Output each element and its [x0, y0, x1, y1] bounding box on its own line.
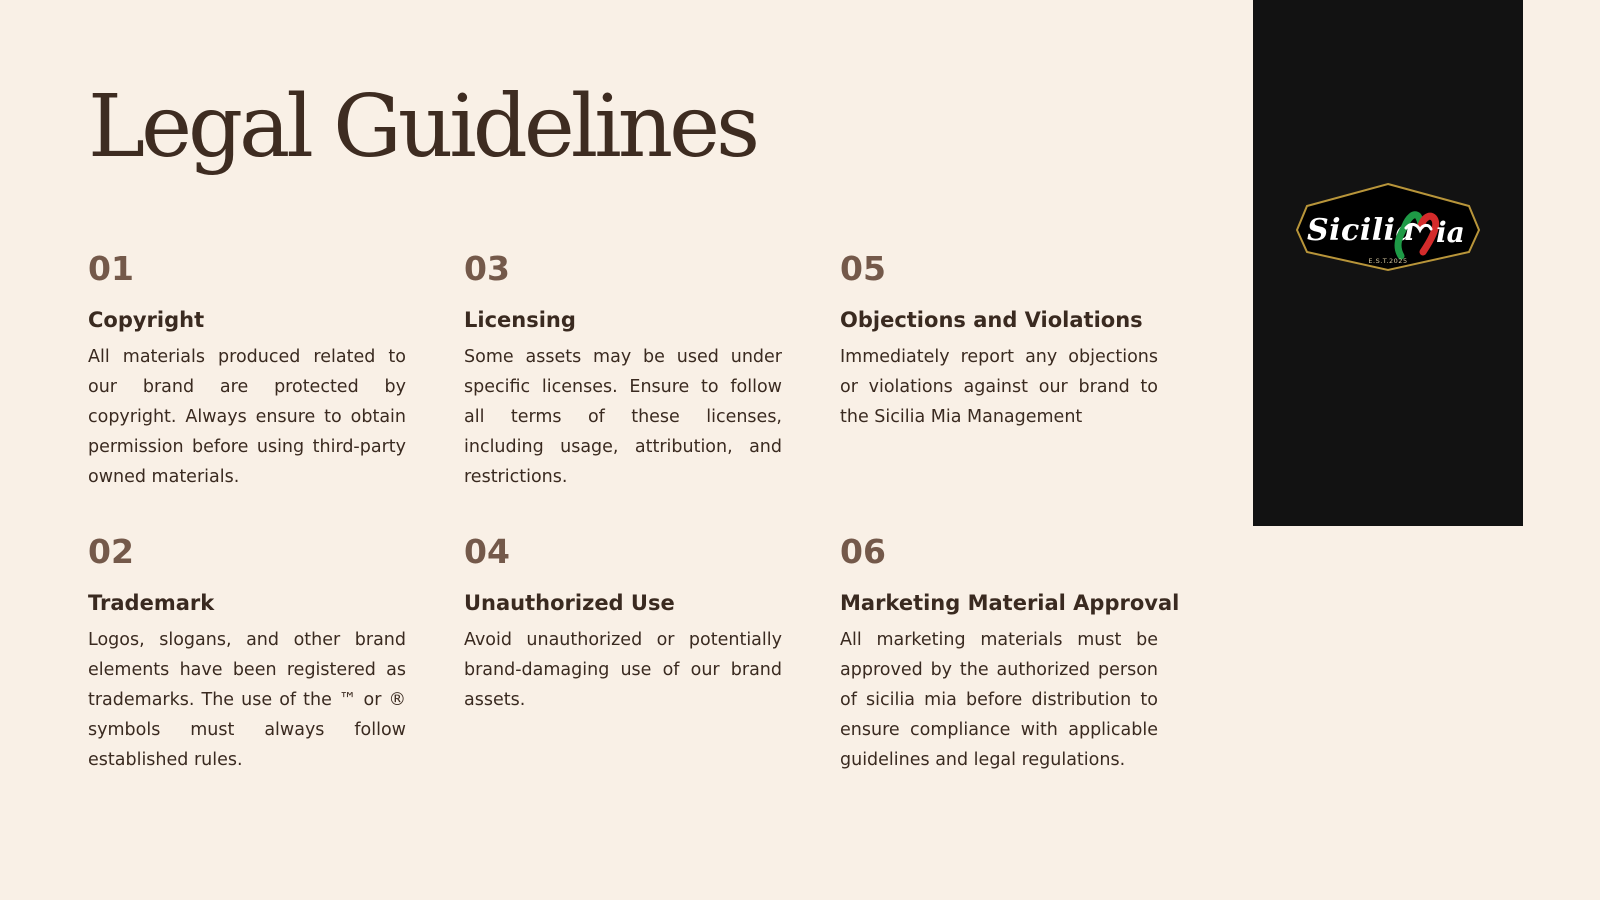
guideline-copyright	[88, 246, 406, 529]
logo-panel	[1253, 0, 1523, 526]
guideline-objections-violations	[840, 246, 1158, 529]
guideline-body: All marketing materials must be approved by the authorized person of sicilia mia before distribution to ensure compliance with applicable guidelines and legal regulations.	[840, 630, 1158, 770]
guideline-heading: Licensing	[464, 308, 576, 332]
guideline-heading: Objections and Violations	[840, 308, 1143, 332]
guideline-body: Avoid unauthorized or potentially brand-damaging use of our brand assets.	[464, 630, 782, 710]
guideline-number: 03	[464, 249, 510, 288]
guideline-heading: Copyright	[88, 308, 205, 332]
guideline-number: 06	[840, 532, 886, 571]
guideline-trademark	[88, 529, 406, 812]
guideline-body: All materials produced related to our brand are protected by copyright. Always ensure to obtain permission before using third-party owned materials.	[88, 347, 406, 487]
guideline-heading: Trademark	[88, 591, 215, 615]
guideline-body: Immediately report any objections or violations against our brand to the Sicilia Mia Management	[840, 347, 1158, 427]
sicilia-mia-logo	[1293, 182, 1483, 274]
guideline-heading: Unauthorized Use	[464, 591, 675, 615]
guideline-body: Some assets may be used under specific licenses. Ensure to follow all terms of these licenses, including usage, attribution, and restrictions.	[464, 347, 782, 487]
guideline-number: 02	[88, 532, 134, 571]
guideline-number: 01	[88, 249, 134, 288]
page-title: Legal Guidelines	[88, 77, 757, 177]
guideline-number: 04	[464, 532, 510, 571]
guideline-number: 05	[840, 249, 886, 288]
logo-word-sicilia: Sicilia	[1307, 213, 1416, 248]
logo-word-ia: ia	[1436, 216, 1465, 249]
guideline-unauthorized-use	[464, 529, 782, 812]
guidelines-grid	[88, 246, 1178, 812]
guideline-heading: Marketing Material Approval	[840, 591, 1180, 615]
logo-tagline: E.S.T.2025	[1368, 257, 1408, 265]
guideline-licensing	[464, 246, 782, 529]
guideline-marketing-approval	[840, 529, 1180, 812]
guideline-body: Logos, slogans, and other brand elements have been registered as trademarks. The use of the ™ or ® symbols must always follow established rules.	[88, 630, 406, 770]
